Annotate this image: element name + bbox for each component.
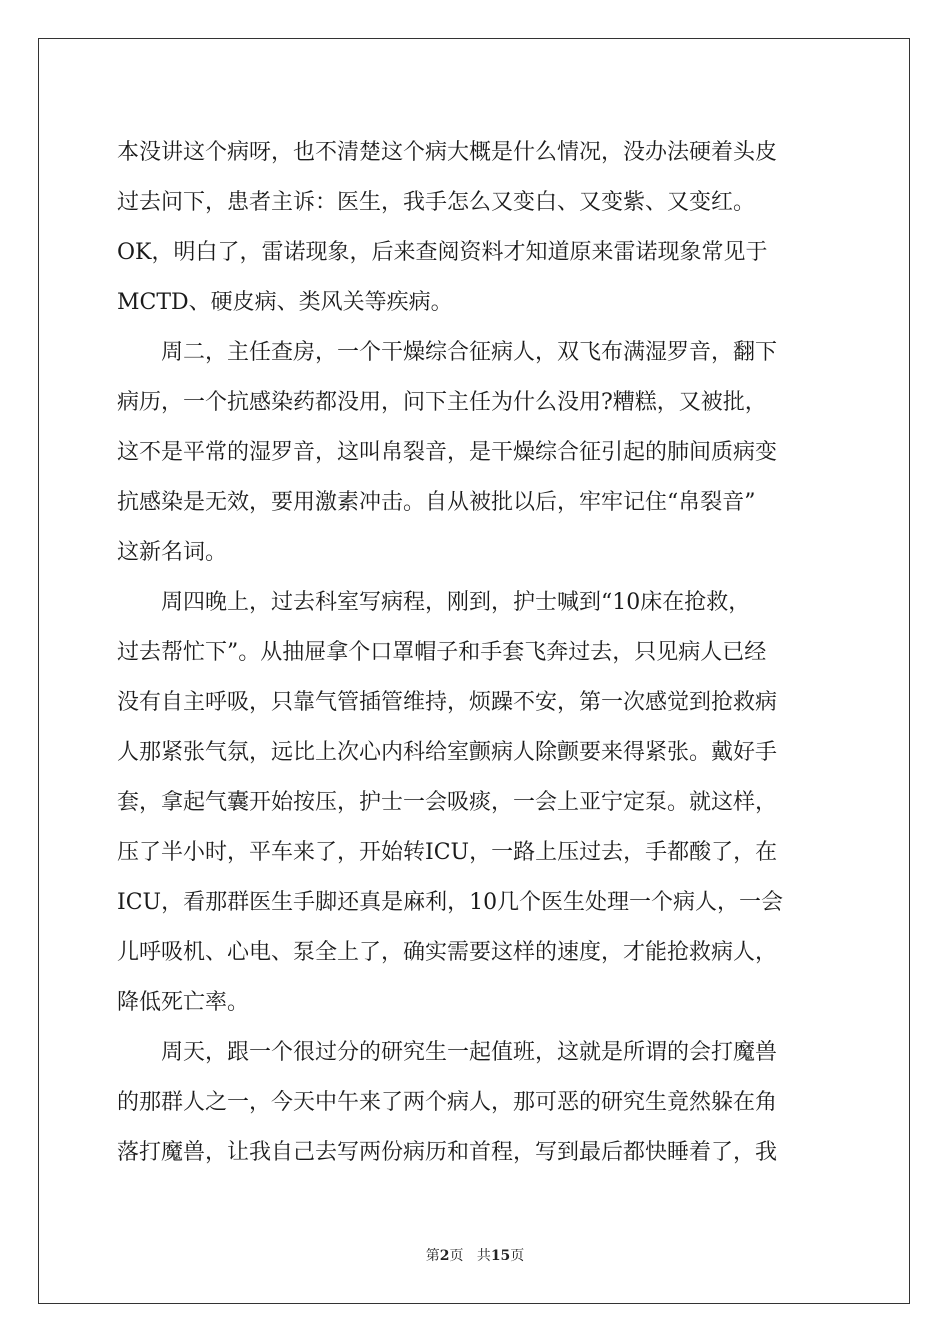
total-prefix: 共 [476,1248,491,1264]
text-line: MCTD、硬皮病、类风关等疾病。 [117,290,453,315]
text-line: 过去帮忙下”。从抽屉拿个口罩帽子和手套飞奔过去，只见病人已经 [117,640,767,665]
text-line: 降低死亡率。 [117,990,250,1015]
page-suffix: 页 [449,1248,464,1264]
text-line: OK，明白了，雷诺现象，后来查阅资料才知道原来雷诺现象常见于 [117,240,768,265]
text-line: 这不是平常的湿罗音，这叫帛裂音，是干燥综合征引起的肺间质病变 [117,440,778,465]
text-line: 周二，主任查房，一个干燥综合征病人，双飞布满湿罗音，翻下 [117,340,778,365]
text-line: 落打魔兽，让我自己去写两份病历和首程，写到最后都快睡着了，我 [117,1140,778,1165]
text-line: 没有自主呼吸，只靠气管插管维持，烦躁不安，第一次感觉到抢救病 [117,690,778,715]
text-line: 人那紧张气氛，远比上次心内科给室颤病人除颤要来得紧张。戴好手 [117,740,778,765]
text-line: 周四晚上，过去科室写病程，刚到，护士喊到“10床在抢救， [117,590,751,615]
text-line: 压了半小时，平车来了，开始转ICU，一路上压过去，手都酸了，在 [117,840,778,865]
text-line: ICU，看那群医生手脚还真是麻利，10几个医生处理一个病人，一会 [117,890,784,915]
text-line: 儿呼吸机、心电、泵全上了，确实需要这样的速度，才能抢救病人， [117,940,778,965]
page-number: 2 [439,1248,450,1264]
total-pages: 15 [490,1248,511,1264]
page-prefix: 第 [425,1248,440,1264]
document-body [117,128,837,1178]
text-line: 本没讲这个病呀，也不清楚这个病大概是什么情况，没办法硬着头皮 [117,140,778,165]
text-line: 病历，一个抗感染药都没用，问下主任为什么没用?糟糕，又被批， [117,390,767,415]
total-suffix: 页 [510,1248,525,1264]
text-line: 过去问下，患者主诉：医生，我手怎么又变白、又变紫、又变红。 [117,190,756,215]
text-line: 抗感染是无效，要用激素冲击。自从被批以后，牢牢记住“帛裂音” [117,490,756,515]
page-footer [0,1245,950,1265]
text-line: 的那群人之一，今天中午来了两个病人，那可恶的研究生竟然躲在角 [117,1090,778,1115]
text-line: 套，拿起气囊开始按压，护士一会吸痰，一会上亚宁定泵。就这样， [117,790,778,815]
text-line: 周天，跟一个很过分的研究生一起值班，这就是所谓的会打魔兽 [117,1040,778,1065]
text-line: 这新名词。 [117,540,228,565]
